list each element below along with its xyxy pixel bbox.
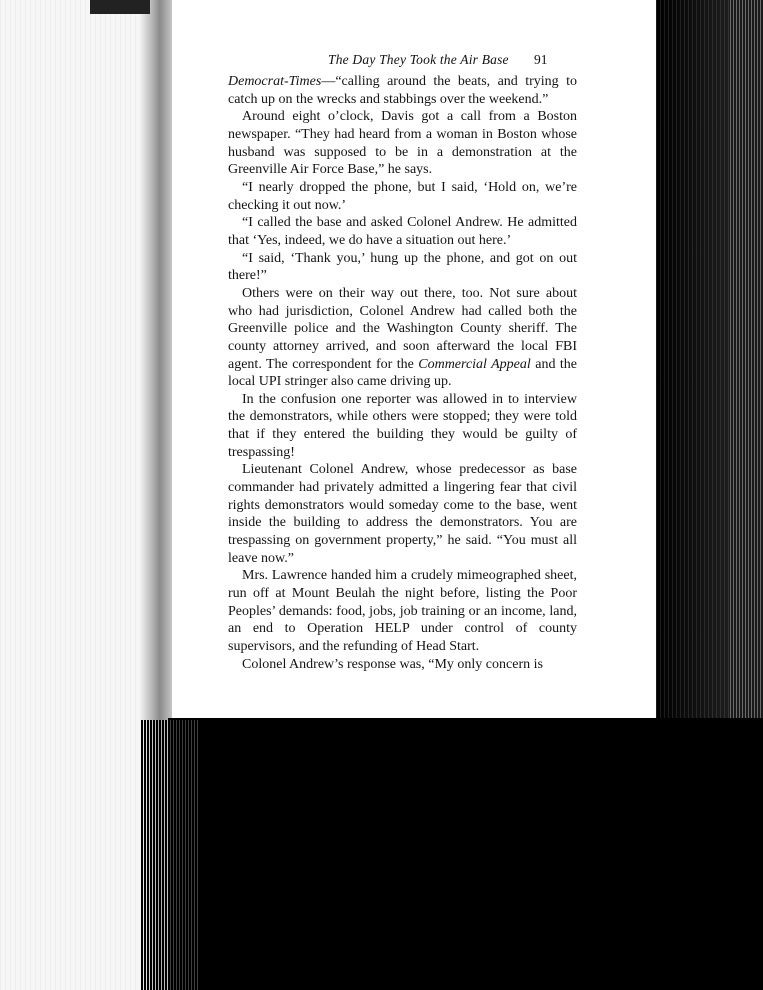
page-number: 91 — [534, 52, 548, 67]
paragraph-text: “I called the base and asked Colonel Andrew. He admitted that ‘Yes, indeed, we do have a situation out here.’ — [228, 215, 577, 248]
paragraph-text: —“calling around the beats, and trying to catch up on the wrecks and stabbings over the weekend.” — [228, 74, 577, 107]
paragraph-text: In the confusion one reporter was allowed in to interview the demonstrators, while others were stopped; they were told that if they entered the building they would be guilty of trespassing! — [228, 391, 577, 460]
paragraph-text: Others were on their way out there, too. Not sure about who had jurisdiction, Colonel Andrew had called both the Greenville police and the Washington County sheriff. The county attorney arrived, and soon afterward the local FBI agent. The correspondent for the — [228, 285, 577, 372]
paragraph — [228, 250, 577, 285]
paragraph — [228, 391, 577, 462]
paragraph-text: Mrs. Lawrence handed him a crudely mimeographed sheet, run off at Mount Beulah the night before, listing the Poor Peoples’ demands: food, jobs, job training or an income, land, an end to Operation HELP under control of county supervisors, and the refunding of Head Start. — [228, 568, 577, 654]
paragraph — [228, 179, 577, 214]
paragraph-text: Colonel Andrew’s response was, “My only concern is — [242, 656, 543, 672]
paragraph-text: “I nearly dropped the phone, but I said, ‘Hold on, we’re checking it out now.’ — [228, 179, 577, 213]
paragraph — [228, 108, 577, 179]
italic-text: Commercial Appeal — [418, 356, 531, 372]
paragraph-text: “I said, ‘Thank you,’ hung up the phone, and got on out there!” — [228, 250, 577, 284]
paragraph-text: and the local UPI stringer also came driving up. — [228, 356, 577, 390]
bottom-dark-border — [168, 718, 763, 990]
paragraph — [228, 656, 577, 674]
italic-text: Democrat-Times — [228, 74, 322, 89]
spine-top-shadow — [90, 0, 150, 14]
paragraph — [228, 567, 577, 655]
paragraph-text: Around eight o’clock, Davis got a call from a Boston newspaper. “They had heard from a woman in Boston whose husband was supposed to be in a demonstration at the Greenville Air Force Base,” he says. — [228, 109, 577, 178]
paragraph — [228, 461, 577, 567]
lower-left-texture — [140, 720, 200, 990]
paragraph — [228, 285, 577, 391]
body-text — [228, 73, 577, 673]
paragraph — [228, 214, 577, 249]
paragraph-text: Lieutenant Colonel Andrew, whose predecessor as base commander had privately admitted a lingering fear that civil rights demonstrators would someday come to the base, went inside the building to address the demonstrators. You are trespassing on government property,” he said. “You must all leave now.” — [228, 462, 577, 566]
running-head: The Day They Took the Air Base — [328, 52, 509, 67]
paragraph — [228, 73, 577, 108]
left-margin-background — [0, 0, 150, 990]
